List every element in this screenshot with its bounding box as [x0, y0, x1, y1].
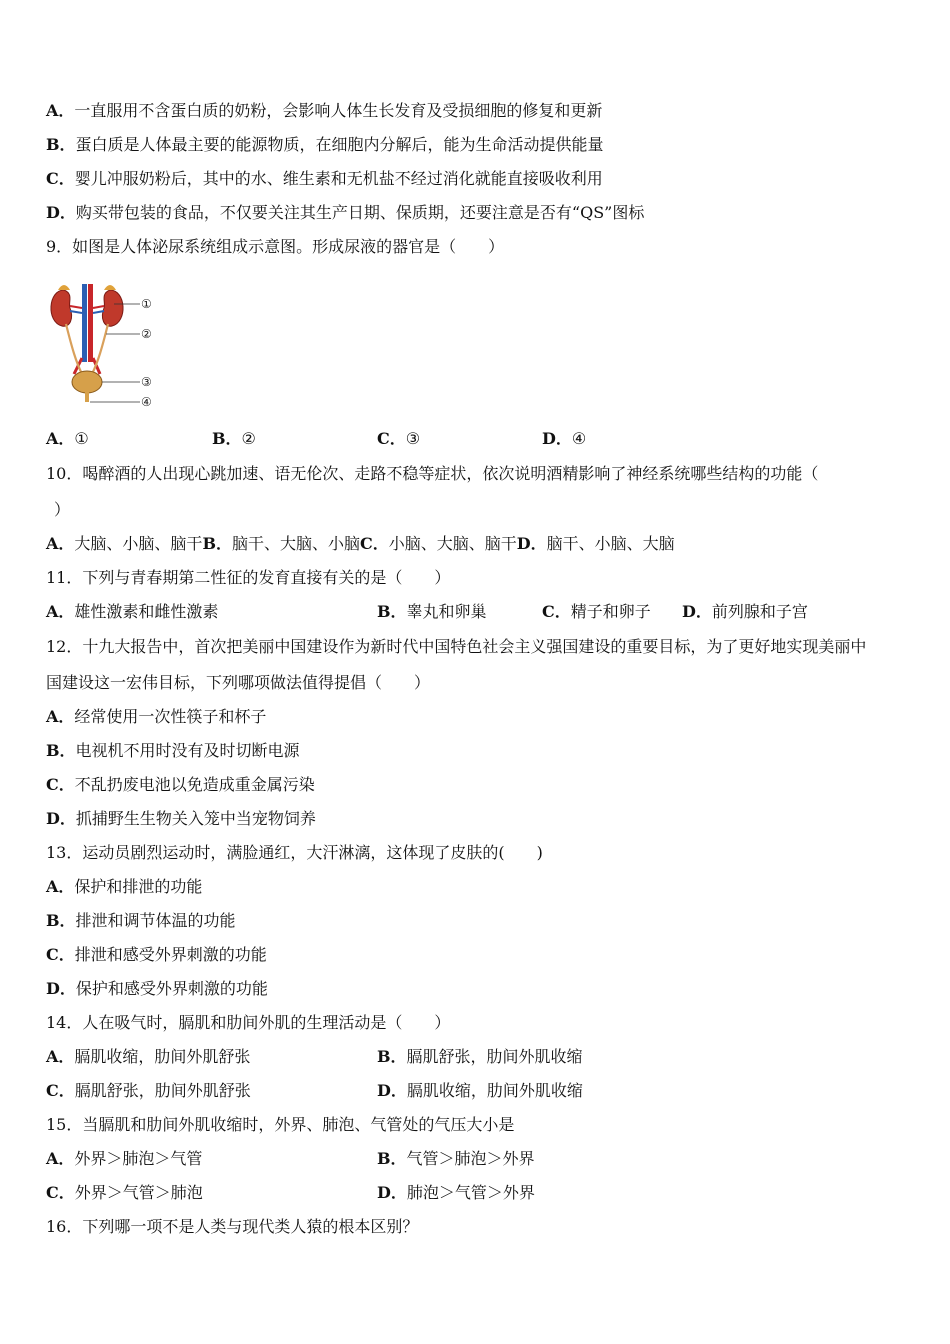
q16-stem: 16．下列哪一项不是人类与现代类人猿的根本区别？ [46, 1217, 419, 1236]
q12-option-a: A．经常使用一次性筷子和杯子 [46, 707, 267, 726]
q14-option-b: B．膈肌舒张，肋间外肌收缩 [377, 1047, 583, 1066]
q14-stem: 14．人在吸气时，膈肌和肋间外肌的生理活动是（ ） [46, 1013, 451, 1032]
q15-option-d: D．肺泡＞气管＞外界 [377, 1183, 535, 1202]
q14-option-c: C．膈肌舒张，肋间外肌舒张 [46, 1081, 251, 1100]
q14-option-d: D．膈肌收缩，肋间外肌收缩 [377, 1081, 583, 1100]
q12-option-b: B．电视机不用时没有及时切断电源 [46, 741, 300, 760]
q15-option-c: C．外界＞气管＞肺泡 [46, 1183, 203, 1202]
q8-option-d: D．购买带包装的食品，不仅要关注其生产日期、保质期，还要注意是否有“QS”图标 [46, 203, 645, 222]
q13-option-d: D．保护和感受外界刺激的功能 [46, 979, 268, 998]
bladder [72, 371, 102, 393]
q9-option-b: B．② [212, 429, 256, 448]
q12-option-c: C．不乱扔废电池以免造成重金属污染 [46, 775, 315, 794]
callout-1: ① [141, 297, 152, 311]
q8-option-c: C．婴儿冲服奶粉后，其中的水、维生素和无机盐不经过消化就能直接吸收利用 [46, 169, 603, 188]
q11-option-c: C．精子和卵子 [542, 602, 651, 621]
q12-stem: 12．十九大报告中，首次把美丽中国建设作为新时代中国特色社会主义强国建设的重要目标，为了更好地实现美丽中 [46, 637, 867, 656]
q15-option-b: B．气管＞肺泡＞外界 [377, 1149, 535, 1168]
q10-stem-cont: ） [54, 500, 71, 519]
q9-stem: 9．如图是人体泌尿系统组成示意图。形成尿液的器官是（ ） [46, 237, 505, 256]
left-ureter [66, 324, 82, 374]
q10-options: A．大脑、小脑、脑干B．脑干、大脑、小脑C．小脑、大脑、脑干D．脑干、小脑、大脑 [46, 534, 675, 553]
q15-option-a: A．外界＞肺泡＞气管 [46, 1149, 203, 1168]
q13-stem: 13．运动员剧烈运动时，满脸通红，大汗淋漓，这体现了皮肤的( ) [46, 843, 543, 862]
q9-option-d: D．④ [542, 429, 587, 448]
callout-3: ③ [141, 375, 152, 389]
right-ureter [92, 324, 108, 374]
vena-cava [82, 284, 87, 362]
q11-option-b: B．睾丸和卵巢 [377, 602, 487, 621]
q11-option-a: A．雄性激素和雌性激素 [46, 602, 219, 621]
q9-option-a: A．① [46, 429, 89, 448]
q14-option-a: A．膈肌收缩，肋间外肌舒张 [46, 1047, 251, 1066]
urethra [85, 392, 89, 402]
q13-option-c: C．排泄和感受外界刺激的功能 [46, 945, 267, 964]
q15-stem: 15．当膈肌和肋间外肌收缩时，外界、肺泡、气管处的气压大小是 [46, 1115, 515, 1134]
q13-option-b: B．排泄和调节体温的功能 [46, 911, 236, 930]
q8-option-a: A．一直服用不含蛋白质的奶粉，会影响人体生长发育及受损细胞的修复和更新 [46, 101, 603, 120]
urinary-system-figure [44, 278, 162, 414]
q11-option-d: D．前列腺和子宫 [682, 602, 808, 621]
q8-option-b: B．蛋白质是人体最主要的能源物质，在细胞内分解后，能为生命活动提供能量 [46, 135, 604, 154]
callout-2: ② [141, 327, 152, 341]
right-kidney [102, 290, 123, 326]
q13-option-a: A．保护和排泄的功能 [46, 877, 203, 896]
left-kidney [51, 290, 72, 326]
q10-stem: 10．喝醉酒的人出现心跳加速、语无伦次、走路不稳等症状，依次说明酒精影响了神经系统哪些结构的功能（ [46, 464, 819, 483]
q11-stem: 11．下列与青春期第二性征的发育直接有关的是（ ） [46, 568, 451, 587]
q12-option-d: D．抓捕野生生物关入笼中当宠物饲养 [46, 809, 316, 828]
callout-4: ④ [141, 395, 152, 409]
aorta [88, 284, 93, 362]
q9-option-c: C．③ [377, 429, 421, 448]
q12-stem-cont: 国建设这一宏伟目标，下列哪项做法值得提倡（ ） [46, 673, 431, 692]
